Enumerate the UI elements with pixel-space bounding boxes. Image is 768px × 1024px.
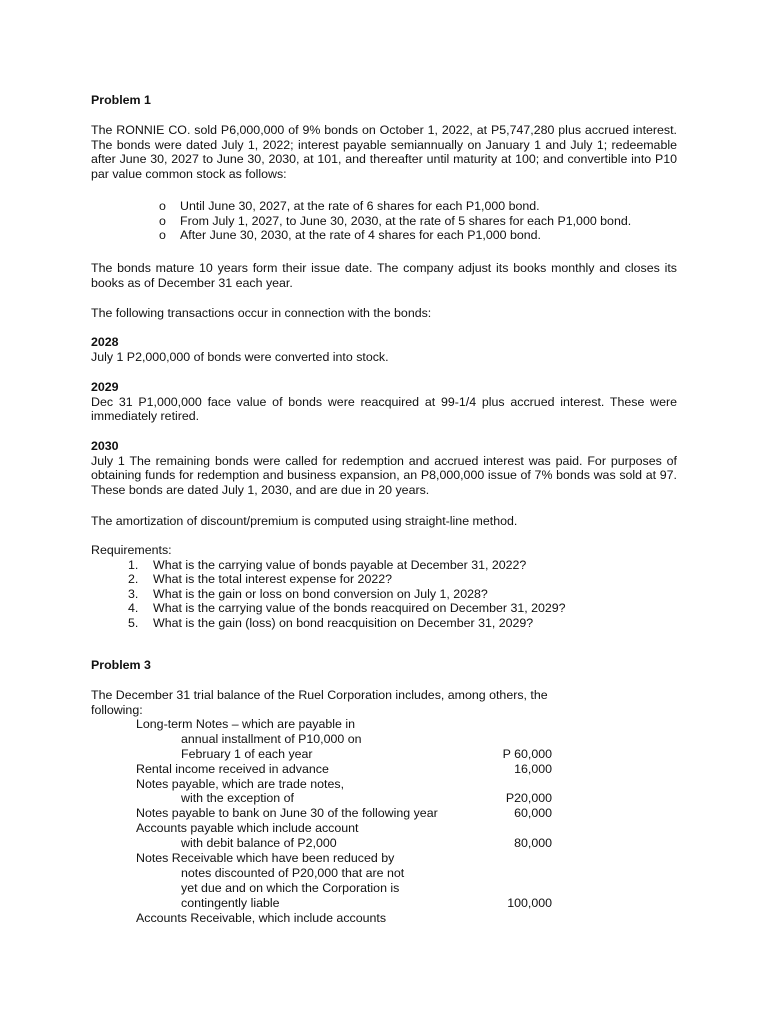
- trial-balance-amount: 16,000: [514, 761, 552, 776]
- problem3-intro-line: following:: [91, 702, 143, 717]
- trial-balance-list: [136, 717, 552, 925]
- transactions-intro: The following transactions occur in connection with the bonds:: [91, 306, 432, 320]
- year-2030-block: [91, 439, 677, 497]
- problem3-heading: Problem 3: [91, 658, 151, 672]
- conversion-rate-item: [159, 199, 677, 214]
- trial-balance-row: [136, 911, 552, 926]
- year-2028-block: [91, 335, 677, 364]
- requirements-block: [91, 543, 677, 631]
- problem3-heading-block: [91, 658, 677, 673]
- trial-balance-row: [136, 717, 552, 732]
- trial-balance-row: [136, 866, 552, 881]
- trial-balance-amount: 60,000: [514, 806, 552, 821]
- trial-balance-label: Notes Receivable which have been reduced by: [136, 851, 395, 866]
- conversion-rate-text: From July 1, 2027, to June 30, 2030, at the rate of 5 shares for each P1,000 bond.: [180, 213, 632, 228]
- trial-balance-row: [136, 881, 552, 896]
- trial-balance-row: [136, 836, 552, 851]
- trial-balance-row: [136, 896, 552, 911]
- conversion-rate-list: [159, 199, 677, 243]
- year-heading: 2030: [91, 439, 119, 453]
- requirement-number: 2.: [128, 572, 139, 587]
- requirements-list: [91, 558, 677, 631]
- requirement-text: What is the gain (loss) on bond reacquisition on December 31, 2029?: [153, 615, 534, 630]
- year-heading: 2028: [91, 335, 119, 349]
- problem1-heading: Problem 1: [91, 93, 151, 107]
- trial-balance-row: [136, 851, 552, 866]
- requirements-label: Requirements:: [91, 543, 172, 557]
- bullet-icon: o: [159, 228, 166, 243]
- trial-balance-label: with the exception of: [181, 791, 294, 806]
- trial-balance-row: [136, 791, 552, 806]
- trial-balance-label: with debit balance of P2,000: [181, 836, 337, 851]
- requirement-item: [128, 558, 677, 573]
- trial-balance-row: [136, 806, 552, 821]
- year-transaction: Dec 31 P1,000,000 face value of bonds were reacquired at 99-1/4 plus accrued interest. These were immediately retired.: [91, 394, 677, 424]
- trial-balance-amount: 80,000: [514, 836, 552, 851]
- transactions-intro-block: [91, 306, 677, 321]
- trial-balance-label: notes discounted of P20,000 that are not: [181, 865, 405, 880]
- trial-balance-row: [136, 777, 552, 792]
- trial-balance-row: [136, 762, 552, 777]
- amortization-block: [91, 514, 677, 529]
- requirement-number: 5.: [128, 615, 139, 630]
- trial-balance-row: [136, 732, 552, 747]
- trial-balance-amount: P20,000: [505, 791, 552, 806]
- amortization-text: The amortization of discount/premium is computed using straight-line method.: [91, 514, 518, 528]
- requirement-item: [128, 572, 677, 587]
- maturity-text: The bonds mature 10 years form their issue date. The company adjust its books monthly and closes its books as of December 31 each year.: [91, 261, 677, 290]
- problem3-intro-line: The December 31 trial balance of the Ruel Corporation includes, among others, the: [91, 688, 548, 702]
- trial-balance-label: February 1 of each year: [181, 746, 313, 761]
- maturity-block: [91, 261, 677, 290]
- trial-balance-label: Notes payable to bank on June 30 of the following year: [136, 806, 438, 821]
- requirement-item: [128, 587, 677, 602]
- trial-balance-label: Long-term Notes – which are payable in: [136, 717, 356, 731]
- trial-balance-row: [136, 821, 552, 836]
- year-transaction: July 1 P2,000,000 of bonds were converted into stock.: [91, 349, 389, 364]
- requirement-item: [128, 601, 677, 616]
- problem1-intro-block: [91, 123, 677, 181]
- problem3-intro-block: [91, 688, 677, 717]
- problem1-intro: The RONNIE CO. sold P6,000,000 of 9% bonds on October 1, 2022, at P5,747,280 plus accrued interest. The bonds were dated July 1, 2022; interest payable semiannually on January 1 and July 1; redeemable after June 30, 2027 to June 30, 2030, at 101, and thereafter until maturity at 100; and convertible into P10 par value common stock as follows:: [91, 123, 677, 181]
- conversion-rate-list-block: [159, 199, 677, 243]
- conversion-rate-item: [159, 228, 677, 243]
- trial-balance-label: contingently liable: [181, 895, 280, 910]
- trial-balance-amount: 100,000: [507, 895, 552, 910]
- requirement-number: 3.: [128, 586, 139, 601]
- requirement-number: 1.: [128, 557, 139, 572]
- requirement-text: What is the gain or loss on bond conversion on July 1, 2028?: [153, 586, 488, 601]
- trial-balance-label: Rental income received in advance: [136, 761, 329, 776]
- trial-balance-label: annual installment of P10,000 on: [181, 731, 362, 746]
- trial-balance-label: Accounts Receivable, which include accounts: [136, 910, 387, 925]
- requirement-text: What is the carrying value of the bonds reacquired on December 31, 2029?: [153, 601, 566, 616]
- trial-balance-label: Notes payable, which are trade notes,: [136, 776, 345, 791]
- requirement-item: [128, 616, 677, 631]
- problem1-heading-block: [91, 93, 677, 108]
- trial-balance-row: [136, 747, 552, 762]
- year-heading: 2029: [91, 380, 119, 394]
- requirement-text: What is the carrying value of bonds payable at December 31, 2022?: [153, 557, 527, 572]
- bullet-icon: o: [159, 213, 166, 228]
- conversion-rate-text: After June 30, 2030, at the rate of 4 shares for each P1,000 bond.: [180, 228, 541, 243]
- year-2029-block: [91, 380, 677, 424]
- year-transaction: July 1 The remaining bonds were called for redemption and accrued interest was paid. For purposes of obtaining funds for redemption and business expansion, an P8,000,000 issue of 7% bonds was sold at 97. These bonds are dated July 1, 2030, and are due in 20 years.: [91, 453, 677, 497]
- requirement-text: What is the total interest expense for 2022?: [153, 572, 393, 587]
- conversion-rate-text: Until June 30, 2027, at the rate of 6 shares for each P1,000 bond.: [180, 199, 540, 213]
- conversion-rate-item: [159, 214, 677, 229]
- requirement-number: 4.: [128, 601, 139, 616]
- trial-balance-amount: P 60,000: [502, 746, 552, 761]
- trial-balance-label: yet due and on which the Corporation is: [181, 880, 400, 895]
- bullet-icon: o: [159, 199, 166, 213]
- trial-balance-label: Accounts payable which include account: [136, 821, 359, 836]
